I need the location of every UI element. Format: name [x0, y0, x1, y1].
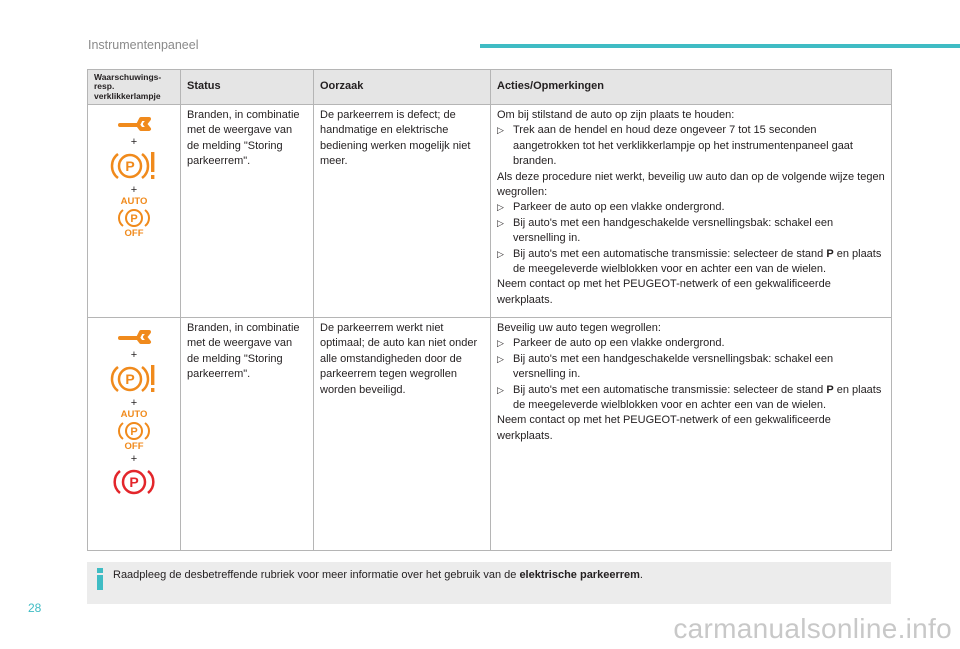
actions-outro: Neem contact op met het PEUGEOT-netwerk of een gekwalificeerde werkplaats.	[497, 278, 831, 306]
status-cell: Branden, in combinatie met de weergave van de melding "Storing parkeerrem".	[181, 105, 314, 318]
auto-label: AUTO	[120, 409, 148, 420]
actions-outro: Neem contact op met het PEUGEOT-netwerk of een gekwalificeerde werkplaats.	[497, 414, 831, 442]
svg-text:P: P	[125, 158, 135, 174]
column-header-actions: Acties/Opmerkingen	[491, 70, 892, 105]
lamp-icons-cell	[88, 105, 181, 318]
svg-text:P: P	[130, 213, 138, 225]
parking-brake-warning-icon	[109, 362, 159, 396]
actions-cell	[491, 105, 892, 318]
info-icon	[96, 568, 104, 590]
action-step: ▷ Bij auto's met een automatische transmissie: selecteer de stand P en plaats de meegeleverde wielblokken voor en achter een van de wielen.	[497, 383, 882, 412]
off-label: OFF	[124, 441, 144, 452]
warning-table	[87, 69, 892, 551]
status-cell: Branden, in combinatie met de weergave van de melding "Storing parkeerrem".	[181, 318, 314, 551]
plus-sign: +	[130, 397, 138, 409]
page-number: 28	[28, 601, 42, 615]
page-section-title: Instrumentenpaneel	[88, 38, 199, 52]
action-step: ▷ Bij auto's met een handgeschakelde versnellingsbak: schakel een versnelling in.	[497, 352, 834, 381]
watermark: carmanualsonline.info	[673, 613, 952, 644]
plus-sign: +	[130, 136, 138, 148]
parking-brake-warning-icon	[109, 149, 159, 183]
svg-text:P: P	[129, 474, 139, 490]
auto-p-off-icon	[114, 410, 154, 452]
auto-p-off-icon	[114, 197, 154, 239]
column-header-cause: Oorzaak	[314, 70, 491, 105]
action-step: ▷ Bij auto's met een handgeschakelde versnellingsbak: schakel een versnelling in.	[497, 216, 834, 245]
info-note	[87, 562, 891, 604]
column-header-lamp: Waarschuwings- resp. verklikkerlampje	[88, 70, 181, 105]
cause-cell: De parkeerrem is defect; de handmatige en elektrische bediening werken mogelijk niet meer.	[314, 105, 491, 318]
action-step: ▷ Trek aan de hendel en houd deze ongeveer 7 tot 15 seconden aangetrokken tot het verklikkerlampje op het instrumentenpaneel gaat branden.	[497, 124, 853, 168]
table-header-row	[88, 70, 892, 105]
table-row	[88, 105, 892, 318]
plus-sign: +	[130, 453, 138, 465]
table-row	[88, 318, 892, 551]
column-header-status: Status	[181, 70, 314, 105]
auto-label: AUTO	[120, 196, 148, 207]
wrench-icon	[116, 326, 152, 348]
actions-intro: Om bij stilstand de auto op zijn plaats te houden:	[497, 109, 735, 121]
action-step: ▷ Bij auto's met een automatische transmissie: selecteer de stand P en plaats de meegeleverde wielblokken voor en achter een van de wielen.	[497, 247, 882, 276]
svg-text:P: P	[125, 371, 135, 387]
wrench-icon	[116, 113, 152, 135]
header-accent-bar	[480, 44, 960, 48]
plus-sign: +	[130, 184, 138, 196]
info-text: Raadpleeg de desbetreffende rubriek voor meer informatie over het gebruik van de elektrische parkeerrem.	[113, 569, 643, 581]
lamp-icons-cell	[88, 318, 181, 551]
cause-cell: De parkeerrem werkt niet optimaal; de auto kan niet onder alle omstandigheden door de parkeerrem tegen wegrollen worden beveiligd.	[314, 318, 491, 551]
svg-text:P: P	[130, 426, 138, 438]
actions-middle: Als deze procedure niet werkt, beveilig uw auto dan op de volgende wijze tegen wegrollen:	[497, 170, 885, 199]
off-label: OFF	[124, 228, 144, 239]
parking-brake-red-icon	[112, 466, 156, 498]
action-step: ▷ Parkeer de auto op een vlakke ondergrond.	[497, 201, 725, 214]
actions-cell	[491, 318, 892, 551]
action-step: ▷ Parkeer de auto op een vlakke ondergrond.	[497, 337, 725, 350]
actions-intro: Beveilig uw auto tegen wegrollen:	[497, 322, 661, 334]
plus-sign: +	[130, 349, 138, 361]
